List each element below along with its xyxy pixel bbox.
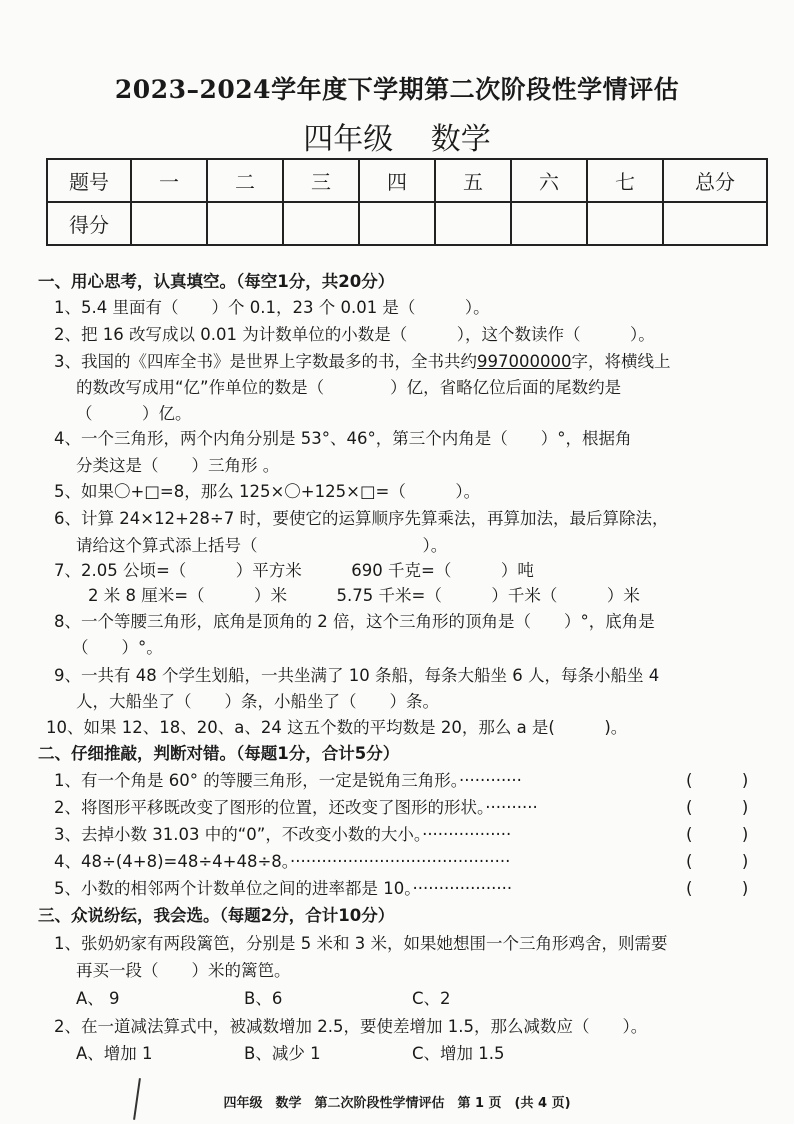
question-1-6-line2: 请给这个算式添上括号（ ）。: [76, 536, 448, 555]
choice-option[interactable]: C、增加 1.5: [412, 1044, 505, 1063]
judge-answer-paren[interactable]: ( ): [686, 852, 749, 871]
judge-answer-paren[interactable]: ( ): [686, 798, 749, 817]
question-1-8-line2: （ ）°。: [72, 638, 163, 657]
choice-option[interactable]: C、2: [412, 989, 451, 1008]
score-header-cell: 二: [207, 159, 283, 202]
score-table: [46, 158, 768, 246]
score-row-label: 得分: [47, 202, 131, 245]
subject-label: 数学: [430, 122, 491, 157]
section1-heading: 一、用心思考，认真填空。（每空1分，共20分）: [38, 272, 395, 291]
score-header-cell: 四: [359, 159, 435, 202]
judge-item-text: 3、去掉小数 31.03 中的“0”，不改变小数的大小。·················: [54, 825, 512, 844]
question-1-5: 5、如果〇+□=8，那么 125×〇+125×□=（ ）。: [54, 482, 481, 501]
score-header-cell: 题号: [47, 159, 131, 202]
choice-option[interactable]: B、减少 1: [244, 1044, 321, 1063]
score-header-cell: 三: [283, 159, 359, 202]
score-cell[interactable]: [587, 202, 663, 245]
score-cell[interactable]: [359, 202, 435, 245]
question-1-2: 2、把 16 改写成以 0.01 为计数单位的小数是（ ），这个数读作（ ）。: [54, 325, 655, 344]
question-1-4-line2: 分类这是（ ）三角形 。: [76, 456, 280, 475]
score-header-cell: 六: [511, 159, 587, 202]
underlined-number: 997000000: [477, 352, 572, 371]
page-footer: 四年级 数学 第二次阶段性学情评估 第 1 页 (共 4 页): [223, 1096, 571, 1111]
question-1-4: 4、一个三角形，两个内角分别是 53°、46°，第三个内角是（ ）°，根据角: [54, 429, 632, 448]
choice-option[interactable]: B、6: [244, 989, 283, 1008]
judge-item-5: [54, 875, 512, 899]
judge-answer-paren[interactable]: ( ): [686, 771, 749, 790]
question-1-8: 8、一个等腰三角形，底角是顶角的 2 倍，这个三角形的顶角是（ ）°，底角是: [54, 612, 655, 631]
judge-item-3: [54, 821, 511, 845]
question-1-10: 10、如果 12、18、20、a、24 这五个数的平均数是 20，那么 a 是( )。: [46, 718, 628, 737]
judge-item-2: [54, 794, 538, 818]
judge-item-1: [54, 767, 522, 791]
exam-subtitle: [0, 114, 794, 158]
score-cell[interactable]: [663, 202, 767, 245]
question-1-7: 7、2.05 公顷=（ ）平方米 690 千克=（ ）吨: [54, 561, 534, 580]
question-1-3-line3: （ ）亿。: [76, 404, 192, 423]
judge-item-text: 1、有一个角是 60° 的等腰三角形，一定是锐角三角形。············: [54, 771, 522, 790]
score-header-cell: 一: [131, 159, 207, 202]
judge-answer-paren[interactable]: ( ): [686, 879, 749, 898]
question-1-3-text-b: 字，将横线上: [571, 352, 671, 371]
judge-item-4: [54, 848, 510, 872]
section2-heading: 二、仔细推敲，判断对错。（每题1分，合计5分）: [38, 744, 400, 763]
choice-option[interactable]: A、增加 1: [76, 1044, 153, 1063]
judge-item-text: 5、小数的相邻两个计数单位之间的进率都是 10。···················: [54, 879, 513, 898]
score-cell[interactable]: [283, 202, 359, 245]
section3-heading: 三、众说纷纭，我会选。（每题2分，合计10分）: [38, 906, 395, 925]
judge-item-text: 2、将图形平移既改变了图形的位置，还改变了图形的形状。··········: [54, 798, 538, 817]
score-header-cell: 七: [587, 159, 663, 202]
score-cell[interactable]: [207, 202, 283, 245]
judge-answer-paren[interactable]: ( ): [686, 825, 749, 844]
score-header-cell: 总分: [663, 159, 767, 202]
question-1-3: [54, 348, 670, 372]
question-1-9: 9、一共有 48 个学生划船，一共坐满了 10 条船，每条大船坐 6 人，每条小船坐 4: [54, 666, 660, 685]
choice-question-2: 2、在一道减法算式中，被减数增加 2.5，要使差增加 1.5，那么减数应（ ）。: [54, 1017, 648, 1036]
question-1-1: 1、5.4 里面有（ ）个 0.1，23 个 0.01 是（ ）。: [54, 298, 490, 317]
score-cell[interactable]: [435, 202, 511, 245]
question-1-9-line2: 人，大船坐了（ ）条，小船坐了（ ）条。: [76, 692, 439, 711]
judge-item-text: 4、48÷(4+8)=48÷4+48÷8。··········································: [54, 852, 511, 871]
score-cell[interactable]: [131, 202, 207, 245]
score-table-header-row: [47, 159, 767, 202]
question-1-3-text-a: 3、我国的《四库全书》是世界上字数最多的书，全书共约: [54, 352, 477, 371]
grade-label: 四年级: [303, 122, 394, 157]
score-cell[interactable]: [511, 202, 587, 245]
choice-question-1: 1、张奶奶家有两段篱笆，分别是 5 米和 3 米，如果她想围一个三角形鸡舍，则需要: [54, 934, 668, 953]
score-table-score-row: [47, 202, 767, 245]
question-1-7-line2: 2 米 8 厘米=（ ）米 5.75 千米=（ ）千米（ ）米: [88, 586, 640, 605]
score-header-cell: 五: [435, 159, 511, 202]
choice-option[interactable]: A、 9: [76, 989, 120, 1008]
choice-question-1-line2: 再买一段（ ）米的篱笆。: [76, 961, 291, 980]
exam-title: 2023–2024学年度下学期第二次阶段性学情评估: [114, 75, 680, 104]
question-1-6: 6、计算 24×12+28÷7 时，要使它的运算顺序先算乘法，再算加法，最后算除法，: [54, 509, 669, 528]
question-1-3-line2: 的数改写成用“亿”作单位的数是（ ）亿，省略亿位后面的尾数约是: [76, 378, 622, 397]
